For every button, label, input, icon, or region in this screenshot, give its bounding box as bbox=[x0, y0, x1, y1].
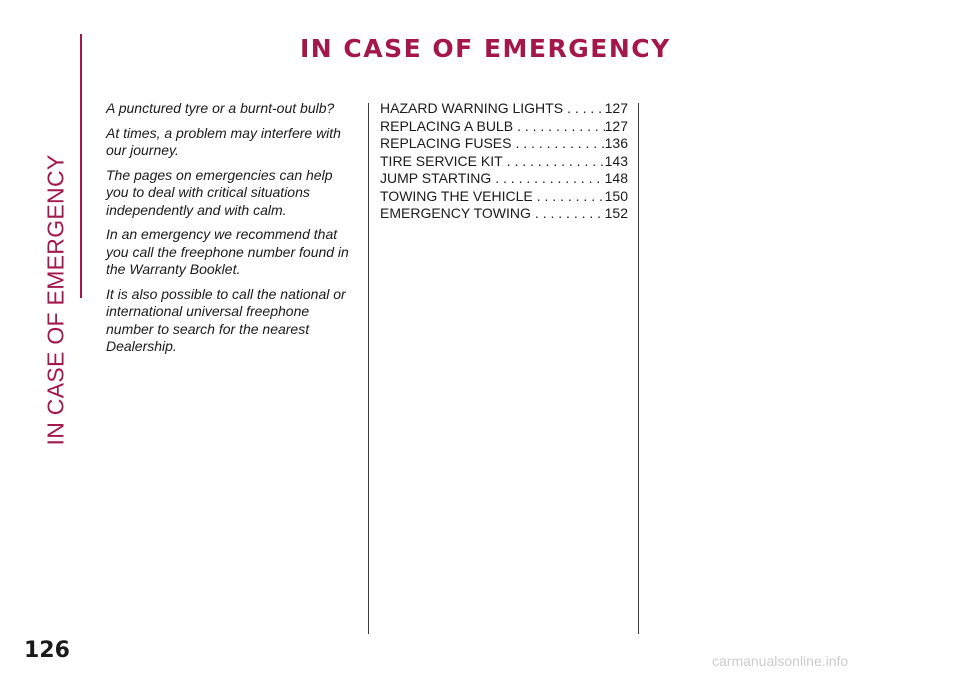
page-number: 126 bbox=[24, 638, 70, 663]
toc-entry-page: 127 bbox=[604, 117, 628, 134]
toc-entry-label: REPLACING A BULB bbox=[380, 117, 514, 134]
intro-paragraph: In an emergency we recommend that you call the freephone number found in the Warranty Booklet. bbox=[106, 226, 349, 277]
table-of-contents bbox=[380, 100, 628, 223]
intro-text bbox=[106, 100, 358, 363]
toc-entry-page: 150 bbox=[604, 187, 628, 204]
toc-entry-label: EMERGENCY TOWING bbox=[380, 205, 531, 221]
watermark: carmanualsonline.info bbox=[712, 653, 849, 669]
toc-entry-hazard-warning-lights[interactable] bbox=[380, 100, 628, 118]
toc-entry-page: 127 bbox=[604, 100, 628, 116]
chapter-side-tab: IN CASE OF EMERGENCY bbox=[42, 154, 69, 446]
toc-leader-dots bbox=[513, 118, 605, 136]
toc-entry-label: REPLACING FUSES bbox=[380, 135, 512, 151]
toc-entry-replacing-a-bulb[interactable] bbox=[380, 118, 628, 136]
toc-entry-page: 148 bbox=[604, 170, 628, 186]
toc-leader-dots bbox=[511, 135, 604, 153]
intro-paragraph: The pages on emergencies can help you to deal with critical situations independently and with calm. bbox=[106, 166, 333, 218]
chapter-side-rule bbox=[80, 34, 82, 298]
toc-entry-label: TOWING THE VEHICLE bbox=[380, 187, 533, 204]
toc-entry-emergency-towing[interactable] bbox=[380, 205, 628, 223]
column-divider-right bbox=[638, 103, 639, 634]
toc-entry-towing-the-vehicle[interactable] bbox=[380, 188, 628, 206]
toc-entry-label: HAZARD WARNING LIGHTS bbox=[380, 100, 564, 116]
toc-entry-page: 152 bbox=[604, 205, 628, 221]
toc-entry-jump-starting[interactable] bbox=[380, 170, 628, 188]
toc-leader-dots bbox=[503, 153, 605, 171]
column-divider-left bbox=[368, 103, 369, 634]
page-title: IN CASE OF EMERGENCY bbox=[300, 34, 671, 63]
toc-leader-dots bbox=[531, 205, 605, 223]
intro-paragraph: At times, a problem may interfere with our journey. bbox=[106, 124, 341, 158]
toc-entry-page: 136 bbox=[604, 135, 628, 151]
toc-entry-page: 143 bbox=[604, 152, 628, 169]
intro-paragraph: A punctured tyre or a burnt-out bulb? bbox=[106, 100, 335, 116]
toc-entry-label: JUMP STARTING bbox=[380, 170, 492, 186]
toc-leader-dots bbox=[563, 100, 605, 118]
toc-leader-dots bbox=[533, 188, 605, 206]
toc-entry-replacing-fuses[interactable] bbox=[380, 135, 628, 153]
intro-paragraph: It is also possible to call the national or international universal freephone number to search for the nearest Dealership. bbox=[106, 285, 346, 354]
toc-entry-tire-service-kit[interactable] bbox=[380, 153, 628, 171]
toc-leader-dots bbox=[491, 170, 604, 188]
toc-entry-label: TIRE SERVICE KIT bbox=[380, 152, 503, 169]
